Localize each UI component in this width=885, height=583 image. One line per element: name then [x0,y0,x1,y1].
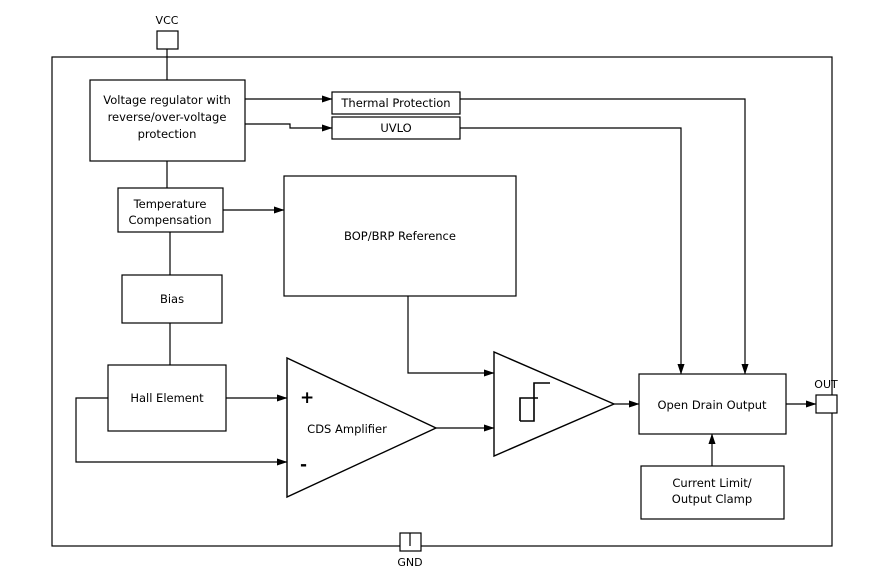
pin-label-gnd: GND [397,556,423,569]
block-hall-element-label: Hall Element [130,391,204,405]
pin-label-out: OUT [814,378,838,391]
block-temperature-compensation-line-1: Temperature [133,197,207,211]
block-temperature-compensation-line-2: Compensation [128,213,212,227]
block-bop-brp-reference-label: BOP/BRP Reference [344,229,456,243]
pin-label-vcc: VCC [155,14,179,27]
block-voltage-regulator-line-1: Voltage regulator with [103,93,231,107]
block-voltage-regulator-line-2: reverse/over-voltage [107,110,227,124]
block-uvlo-label: UVLO [380,121,412,135]
block-voltage-regulator-line-3: protection [137,127,197,141]
block-current-limit-line-2: Output Clamp [671,492,753,506]
cds-amplifier-minus-sign: - [300,455,308,475]
block-thermal-protection-label: Thermal Protection [341,96,451,110]
block-bias-label: Bias [159,292,185,306]
block-open-drain-output-label: Open Drain Output [657,398,767,412]
block-current-limit-line-1: Current Limit/ [672,476,752,490]
pin-pad-out [816,395,837,413]
block-cds-amplifier-label: CDS Amplifier [307,422,387,436]
cds-amplifier-plus-sign: + [300,388,315,408]
pin-pad-vcc [157,31,178,49]
